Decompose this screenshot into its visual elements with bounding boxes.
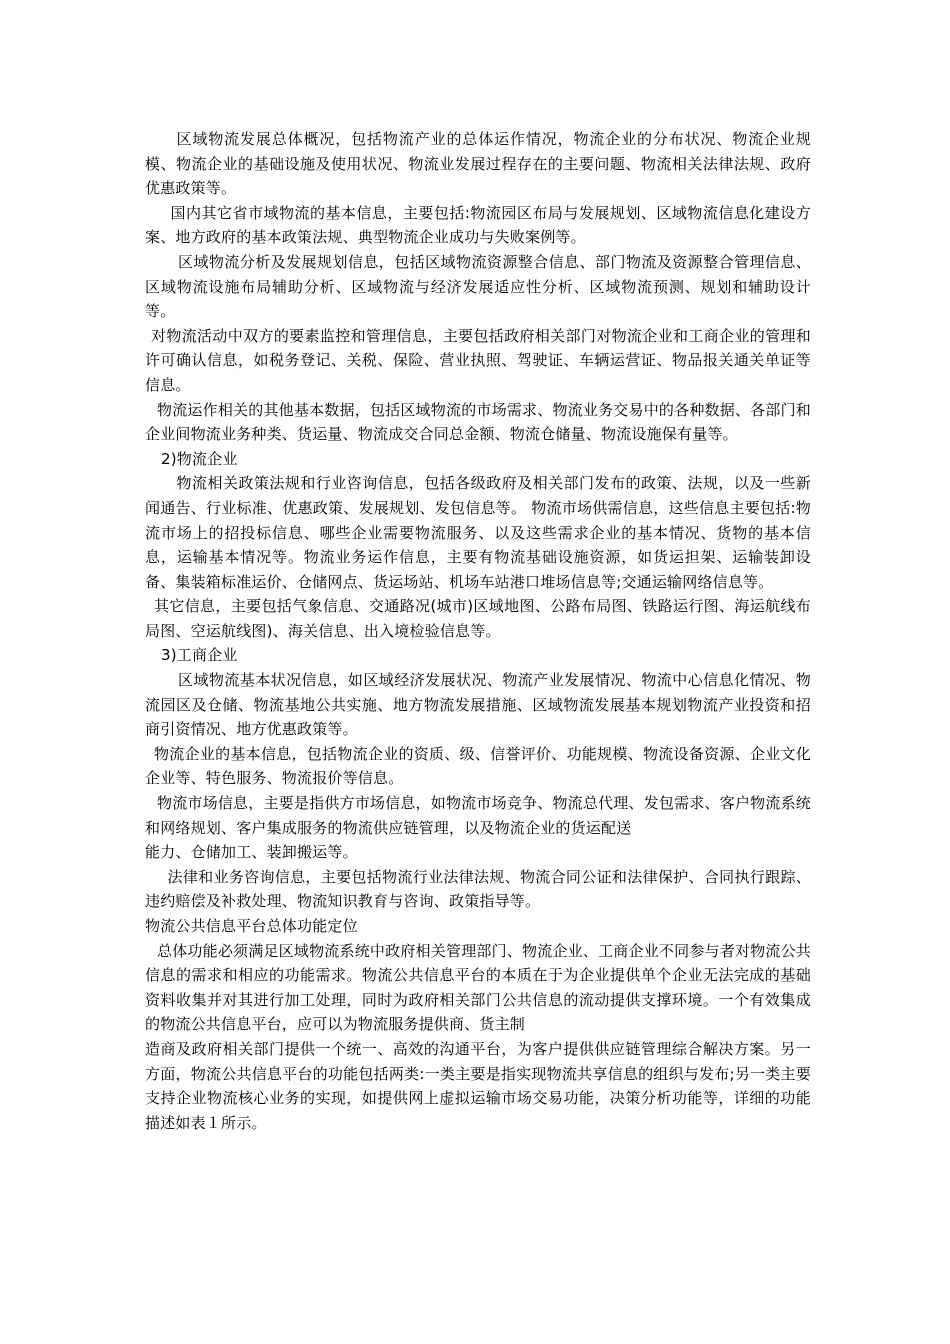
paragraph-regional-logistics-overview: 区域物流发展总体概况，包括物流产业的总体运作情况，物流企业的分布状况、物流企业规模、物流企业的基础设施及使用状况、物流业发展过程存在的主要问题、物流相关法律法规、政府优惠政策等。 xyxy=(145,130,811,198)
paragraph-logistics-planning-info: 区域物流分析及发展规划信息，包括区域物流资源整合信息、部门物流及资源整合管理信息、区域物流设施布局辅助分析、区域物流与经济发展适应性分析、区域物流预测、规划和辅助设计等。 xyxy=(145,252,811,321)
paragraph-monitoring-management-info: 对物流活动中双方的要素监控和管理信息，主要包括政府相关部门对物流企业和工商企业的管理和许可确认信息，如税务登记、关税、保险、营业执照、驾驶证、车辆运营证、物品报关通关单证等信息。 xyxy=(145,326,811,394)
paragraph-domestic-logistics-info: 国内其它省市域物流的基本信息，主要包括:物流园区布局与发展规划、区域物流信息化建设方案、地方政府的基本政策法规、典型物流企业成功与失败案例等。 xyxy=(145,203,811,247)
paragraph-market-info-continued: 能力、仓储加工、装卸搬运等。 xyxy=(145,843,358,862)
paragraph-enterprise-basic-info: 物流企业的基本信息，包括物流企业的资质、级、信誉评价、功能规模、物流设备资源、企业文化企业等、特色服务、物流报价等信息。 xyxy=(145,744,811,788)
document-body xyxy=(145,127,811,1135)
paragraph-overall-function: 总体功能必须满足区域物流系统中政府相关管理部门、物流企业、工商企业不同参与者对物流公共信息的需求和相应的功能需求。物流公共信息平台的本质在于为企业提供单个企业无法完成的基础资料收集并对其进行加工处理，同时为政府相关部门公共信息的流动提供支撑环境。一个有效集成的物流公共信息平台，应可以为物流服务提供商、货主制 xyxy=(145,941,811,1034)
paragraph-policy-consulting-info: 物流相关政策法规和行业咨询信息，包括各级政府及相关部门发布的政策、法规，以及一些新闻通告、行业标准、优惠政策、发展规划、发包信息等。 物流市场供需信息，这些信息主要包括:物流市场上的招投标信息、哪些企业需要物流服务、以及这些需求企业的基本情况、货物的基本信息，运输基本情况等。物流业务运作信息，主要有物流基础设施资源，如货运担架、运输装卸设备、集装箱标准运价、仓储网点、货运场站、机场车站港口堆场信息等;交通运输网络信息等。 xyxy=(145,474,811,591)
paragraph-market-info: 物流市场信息，主要是指供方市场信息，如物流市场竞争、物流总代理、发包需求、客户物流系统和网络规划、客户集成服务的物流供应链管理，以及物流企业的货运配送 xyxy=(145,794,811,837)
paragraph-overall-function-continued: 造商及政府相关部门提供一个统一、高效的沟通平台，为客户提供供应链管理综合解决方案。另一方面，物流公共信息平台的功能包括两类:一类主要是指实现物流共享信息的组织与发布;另一类主要支持企业物流核心业务的实现，如提供网上虚拟运输市场交易功能，决策分析功能等，详细的功能描述如表１所示。 xyxy=(145,1039,811,1132)
section-heading-industrial-commercial-enterprise: 3)工商企业 xyxy=(161,646,238,665)
section-heading-platform-function-positioning: 物流公共信息平台总体功能定位 xyxy=(145,917,358,935)
section-heading-logistics-enterprise: 2)物流企业 xyxy=(161,449,238,468)
paragraph-legal-consulting-info: 法律和业务咨询信息，主要包括物流行业法律法规、物流合同公证和法律保护、合同执行跟踪、违约赔偿及补救处理、物流知识教育与咨询、政策指导等。 xyxy=(145,867,811,911)
paragraph-other-info: 其它信息，主要包括气象信息、交通路况(城市)区域地图、公路布局图、铁路运行图、海运航线布局图、空运航线图)、海关信息、出入境检验信息等。 xyxy=(145,597,811,640)
paragraph-regional-basic-status: 区域物流基本状况信息，如区域经济发展状况、物流产业发展情况、物流中心信息化情况、物流园区及仓储、物流基地公共实施、地方物流发展措施、区域物流发展基本规划物流产业投资和招商引资情况、地方优惠政策等。 xyxy=(145,671,811,739)
paragraph-basic-operation-data: 物流运作相关的其他基本数据，包括区域物流的市场需求、物流业务交易中的各种数据、各部门和企业间物流业务种类、货运量、物流成交合同总金额、物流仓储量、物流设施保有量等。 xyxy=(145,400,811,444)
